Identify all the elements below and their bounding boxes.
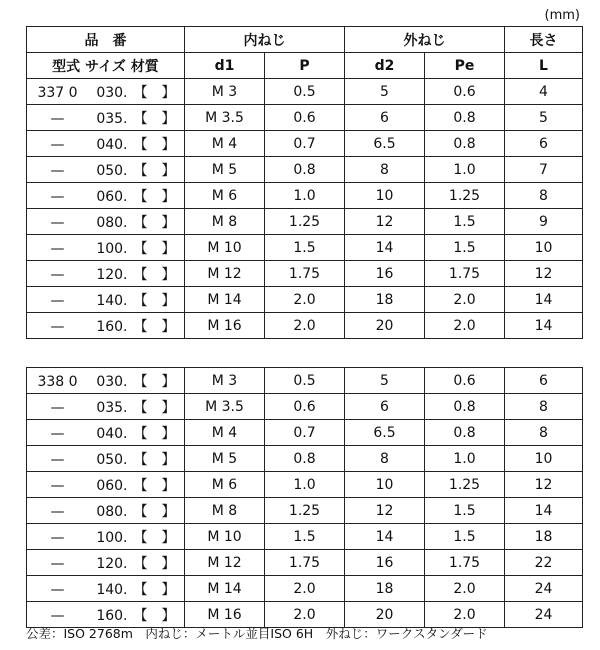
- pe-cell: 1.5: [425, 498, 505, 524]
- size-code: 030.: [96, 84, 128, 101]
- table-row: [27, 550, 583, 576]
- size-code: 040.: [96, 136, 128, 153]
- header-internal-thread: 内ねじ: [185, 27, 345, 53]
- unit-label: (mm): [544, 8, 580, 23]
- pe-cell: 1.5: [425, 209, 505, 235]
- d1-cell: M 5: [185, 446, 265, 472]
- series-code: 337 0: [37, 84, 78, 101]
- series-code: —: [50, 555, 65, 572]
- size-code: 120.: [96, 555, 128, 572]
- pitch-cell: 0.5: [265, 79, 345, 105]
- length-cell: 14: [505, 313, 583, 339]
- length-cell: 10: [505, 235, 583, 261]
- part-number-cell: [27, 550, 185, 576]
- d2-cell: 14: [345, 524, 425, 550]
- material-code: 【 】: [133, 607, 176, 624]
- subheader-d1: d1: [185, 53, 265, 79]
- d1-cell: M 14: [185, 287, 265, 313]
- length-cell: 4: [505, 79, 583, 105]
- size-code: 100.: [96, 529, 128, 546]
- series-code: —: [50, 503, 65, 520]
- d1-cell: M 3: [185, 79, 265, 105]
- d1-cell: M 3.5: [185, 105, 265, 131]
- part-number-cell: [27, 368, 185, 394]
- part-number-cell: [27, 157, 185, 183]
- material-code: 【 】: [133, 162, 176, 179]
- d1-cell: M 10: [185, 235, 265, 261]
- pitch-cell: 1.0: [265, 472, 345, 498]
- d1-cell: M 4: [185, 420, 265, 446]
- length-cell: 10: [505, 446, 583, 472]
- table-row: [27, 420, 583, 446]
- d1-cell: M 6: [185, 472, 265, 498]
- pe-cell: 0.8: [425, 105, 505, 131]
- pe-cell: 1.0: [425, 157, 505, 183]
- part-number-cell: [27, 79, 185, 105]
- table-row: [27, 446, 583, 472]
- table-row: [27, 576, 583, 602]
- pe-cell: 1.0: [425, 446, 505, 472]
- table-row: [27, 287, 583, 313]
- d1-cell: M 3: [185, 368, 265, 394]
- pitch-cell: 0.6: [265, 105, 345, 131]
- length-cell: 24: [505, 576, 583, 602]
- pe-cell: 1.25: [425, 183, 505, 209]
- pitch-cell: 2.0: [265, 576, 345, 602]
- d1-cell: M 6: [185, 183, 265, 209]
- d1-cell: M 5: [185, 157, 265, 183]
- pe-cell: 0.8: [425, 394, 505, 420]
- series-code: —: [50, 399, 65, 416]
- d2-cell: 18: [345, 576, 425, 602]
- subheader-part: 型式 サイズ 材質: [27, 53, 185, 79]
- table-row: [27, 157, 583, 183]
- d1-cell: M 16: [185, 602, 265, 628]
- material-code: 【 】: [133, 529, 176, 546]
- size-code: 060.: [96, 188, 128, 205]
- d2-cell: 10: [345, 183, 425, 209]
- part-number-cell: [27, 131, 185, 157]
- table-row: [27, 313, 583, 339]
- length-cell: 6: [505, 131, 583, 157]
- material-code: 【 】: [133, 318, 176, 335]
- length-cell: 12: [505, 472, 583, 498]
- size-code: 160.: [96, 607, 128, 624]
- series-code: —: [50, 188, 65, 205]
- size-code: 120.: [96, 266, 128, 283]
- material-code: 【 】: [133, 373, 176, 390]
- header-part: 品 番: [27, 27, 185, 53]
- pitch-cell: 2.0: [265, 287, 345, 313]
- table-row: [27, 131, 583, 157]
- series-code: —: [50, 214, 65, 231]
- d2-cell: 16: [345, 550, 425, 576]
- material-code: 【 】: [133, 136, 176, 153]
- pitch-cell: 1.75: [265, 550, 345, 576]
- length-cell: 18: [505, 524, 583, 550]
- table-row: [27, 235, 583, 261]
- d2-cell: 16: [345, 261, 425, 287]
- material-code: 【 】: [133, 214, 176, 231]
- pe-cell: 1.5: [425, 524, 505, 550]
- part-number-cell: [27, 313, 185, 339]
- d1-cell: M 10: [185, 524, 265, 550]
- length-cell: 7: [505, 157, 583, 183]
- d2-cell: 14: [345, 235, 425, 261]
- table-row: [27, 261, 583, 287]
- d2-cell: 6: [345, 105, 425, 131]
- subheader-p: P: [265, 53, 345, 79]
- series-code: —: [50, 425, 65, 442]
- d2-cell: 5: [345, 368, 425, 394]
- pe-cell: 1.75: [425, 261, 505, 287]
- material-code: 【 】: [133, 451, 176, 468]
- spec-table-3370: [26, 26, 583, 339]
- table-row: [27, 368, 583, 394]
- table-row: [27, 524, 583, 550]
- part-number-cell: [27, 394, 185, 420]
- series-code: —: [50, 318, 65, 335]
- pitch-cell: 2.0: [265, 313, 345, 339]
- length-cell: 22: [505, 550, 583, 576]
- pe-cell: 0.8: [425, 131, 505, 157]
- material-code: 【 】: [133, 425, 176, 442]
- pe-cell: 0.6: [425, 79, 505, 105]
- series-code: —: [50, 162, 65, 179]
- size-code: 050.: [96, 451, 128, 468]
- pitch-cell: 0.8: [265, 157, 345, 183]
- header-length: 長さ: [505, 27, 583, 53]
- part-number-cell: [27, 105, 185, 131]
- table-row: [27, 183, 583, 209]
- pitch-cell: 1.25: [265, 498, 345, 524]
- pitch-cell: 0.6: [265, 394, 345, 420]
- pe-cell: 2.0: [425, 602, 505, 628]
- header-row: [27, 27, 583, 53]
- series-code: 338 0: [37, 373, 78, 390]
- pitch-cell: 0.7: [265, 420, 345, 446]
- pe-cell: 1.5: [425, 235, 505, 261]
- length-cell: 12: [505, 261, 583, 287]
- d2-cell: 6.5: [345, 420, 425, 446]
- material-code: 【 】: [133, 477, 176, 494]
- pitch-cell: 2.0: [265, 602, 345, 628]
- part-number-cell: [27, 287, 185, 313]
- series-code: —: [50, 136, 65, 153]
- table-row: [27, 394, 583, 420]
- d2-cell: 8: [345, 446, 425, 472]
- part-number-cell: [27, 576, 185, 602]
- pe-cell: 2.0: [425, 287, 505, 313]
- pitch-cell: 1.5: [265, 235, 345, 261]
- pe-cell: 1.75: [425, 550, 505, 576]
- material-code: 【 】: [133, 240, 176, 257]
- size-code: 080.: [96, 503, 128, 520]
- table-row: [27, 472, 583, 498]
- pitch-cell: 1.75: [265, 261, 345, 287]
- d1-cell: M 3.5: [185, 394, 265, 420]
- length-cell: 5: [505, 105, 583, 131]
- size-code: 080.: [96, 214, 128, 231]
- part-number-cell: [27, 209, 185, 235]
- part-number-cell: [27, 261, 185, 287]
- series-code: —: [50, 266, 65, 283]
- d2-cell: 10: [345, 472, 425, 498]
- length-cell: 14: [505, 287, 583, 313]
- length-cell: 9: [505, 209, 583, 235]
- pe-cell: 1.25: [425, 472, 505, 498]
- size-code: 160.: [96, 318, 128, 335]
- d2-cell: 20: [345, 313, 425, 339]
- d1-cell: M 8: [185, 209, 265, 235]
- subheader-d2: d2: [345, 53, 425, 79]
- size-code: 140.: [96, 292, 128, 309]
- pitch-cell: 0.7: [265, 131, 345, 157]
- table-row: [27, 105, 583, 131]
- d2-cell: 5: [345, 79, 425, 105]
- length-cell: 24: [505, 602, 583, 628]
- material-code: 【 】: [133, 188, 176, 205]
- subheader-pe: Pe: [425, 53, 505, 79]
- d2-cell: 8: [345, 157, 425, 183]
- part-number-cell: [27, 498, 185, 524]
- footnote: 公差：ISO 2768m 内ねじ：メートル並目ISO 6H 外ねじ：ワークスタンダード: [26, 626, 488, 641]
- pitch-cell: 0.5: [265, 368, 345, 394]
- part-number-cell: [27, 183, 185, 209]
- pitch-cell: 0.8: [265, 446, 345, 472]
- d2-cell: 6: [345, 394, 425, 420]
- length-cell: 8: [505, 394, 583, 420]
- series-code: —: [50, 607, 65, 624]
- material-code: 【 】: [133, 555, 176, 572]
- d1-cell: M 12: [185, 261, 265, 287]
- pitch-cell: 1.5: [265, 524, 345, 550]
- length-cell: 8: [505, 420, 583, 446]
- d2-cell: 12: [345, 498, 425, 524]
- material-code: 【 】: [133, 503, 176, 520]
- material-code: 【 】: [133, 399, 176, 416]
- length-cell: 8: [505, 183, 583, 209]
- size-code: 100.: [96, 240, 128, 257]
- material-code: 【 】: [133, 581, 176, 598]
- pe-cell: 0.6: [425, 368, 505, 394]
- pitch-cell: 1.0: [265, 183, 345, 209]
- d1-cell: M 16: [185, 313, 265, 339]
- size-code: 060.: [96, 477, 128, 494]
- series-code: —: [50, 292, 65, 309]
- header-external-thread: 外ねじ: [345, 27, 505, 53]
- length-cell: 14: [505, 498, 583, 524]
- material-code: 【 】: [133, 292, 176, 309]
- material-code: 【 】: [133, 266, 176, 283]
- size-code: 040.: [96, 425, 128, 442]
- d2-cell: 18: [345, 287, 425, 313]
- d2-cell: 6.5: [345, 131, 425, 157]
- pe-cell: 0.8: [425, 420, 505, 446]
- series-code: —: [50, 581, 65, 598]
- material-code: 【 】: [133, 110, 176, 127]
- part-number-cell: [27, 446, 185, 472]
- table-row: [27, 79, 583, 105]
- part-number-cell: [27, 524, 185, 550]
- length-cell: 6: [505, 368, 583, 394]
- series-code: —: [50, 451, 65, 468]
- d2-cell: 12: [345, 209, 425, 235]
- series-code: —: [50, 110, 65, 127]
- size-code: 035.: [96, 399, 128, 416]
- table-row: [27, 498, 583, 524]
- size-code: 035.: [96, 110, 128, 127]
- size-code: 050.: [96, 162, 128, 179]
- table-row: [27, 209, 583, 235]
- d1-cell: M 8: [185, 498, 265, 524]
- part-number-cell: [27, 235, 185, 261]
- d2-cell: 20: [345, 602, 425, 628]
- pe-cell: 2.0: [425, 576, 505, 602]
- part-number-cell: [27, 420, 185, 446]
- d1-cell: M 14: [185, 576, 265, 602]
- part-number-cell: [27, 472, 185, 498]
- series-code: —: [50, 529, 65, 546]
- material-code: 【 】: [133, 84, 176, 101]
- d1-cell: M 12: [185, 550, 265, 576]
- d1-cell: M 4: [185, 131, 265, 157]
- size-code: 140.: [96, 581, 128, 598]
- subheader-l: L: [505, 53, 583, 79]
- size-code: 030.: [96, 373, 128, 390]
- spec-table-3380: [26, 367, 583, 628]
- pe-cell: 2.0: [425, 313, 505, 339]
- pitch-cell: 1.25: [265, 209, 345, 235]
- series-code: —: [50, 477, 65, 494]
- series-code: —: [50, 240, 65, 257]
- subheader-row: [27, 53, 583, 79]
